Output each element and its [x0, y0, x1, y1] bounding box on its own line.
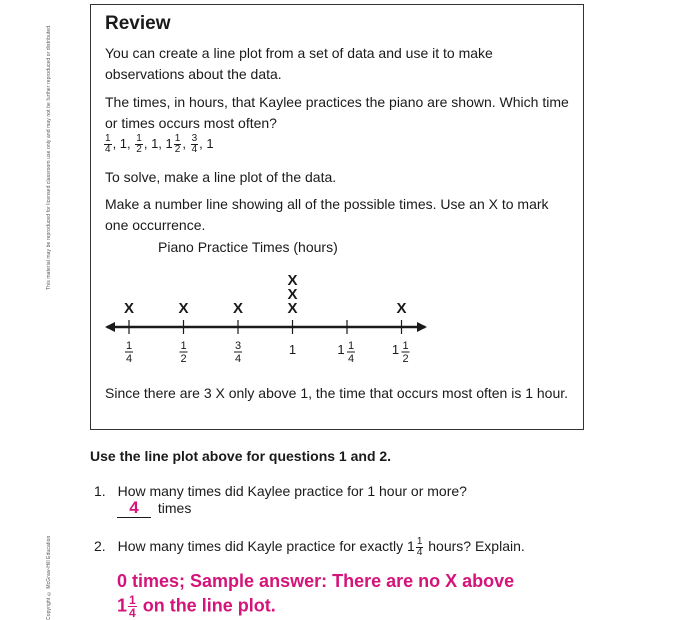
separator: , — [199, 135, 207, 151]
question-2-answer-line2 — [117, 594, 276, 619]
review-title: Review — [105, 13, 171, 34]
question-2-number: 2. — [94, 538, 106, 555]
tick-label: 1 — [288, 342, 297, 357]
tick-label-denominator: 4 — [125, 353, 133, 365]
answer-mixed-whole: 1 — [117, 595, 128, 616]
question-1-number: 1. — [94, 483, 106, 499]
separator: , — [127, 135, 135, 151]
question-1-answer-row — [117, 499, 191, 518]
data-value: 1 — [119, 135, 128, 151]
line-plot-title: Piano Practice Times (hours) — [158, 239, 338, 255]
separator: , — [182, 135, 190, 151]
separator: , — [158, 135, 166, 151]
x-mark: X — [178, 300, 189, 317]
question-2-text: How many times did Kayle practice for exactly 1 — [117, 538, 415, 555]
fraction-numerator: 1 — [129, 593, 136, 607]
data-values-list — [103, 134, 214, 155]
section-heading: Use the line plot above for questions 1 and 2. — [90, 448, 392, 464]
answer-fraction — [128, 594, 137, 619]
tick-label-numerator: 1 — [125, 340, 133, 352]
question-1-unit: times — [157, 500, 192, 516]
fraction-numerator: 1 — [416, 536, 423, 547]
tick-label-numerator: 1 — [402, 340, 409, 352]
question-1-text: How many times did Kaylee practice for 1 hour or more? — [117, 483, 467, 499]
answer-line2-text: on the line plot. — [137, 595, 276, 616]
data-value: 1 $\frac{1}{2}$ — [165, 133, 181, 155]
data-value: $\frac{3}{4}$ — [191, 133, 198, 155]
question-2 — [94, 537, 525, 558]
tick-label-numerator: 1 — [347, 340, 355, 352]
data-value: $\frac{1}{4}$ — [105, 133, 111, 155]
x-mark: X — [287, 286, 298, 303]
tick-label-denominator: 2 — [180, 353, 187, 365]
tick-label-numerator: 3 — [234, 340, 242, 352]
separator: , — [112, 135, 120, 151]
review-box — [90, 4, 584, 430]
question-2-text-end: hours? Explain. — [424, 538, 525, 555]
tick-label-whole: 1 — [337, 342, 345, 357]
publisher-margin-note: Copyright © McGraw-Hill Education — [46, 535, 52, 620]
question-2-fraction — [416, 537, 424, 558]
review-instruction: Make a number line showing all of the possible times. Use an X to mark one occurrence. — [105, 196, 549, 233]
x-mark: X — [287, 300, 298, 317]
line-plot — [91, 265, 581, 375]
fraction-denominator: 4 — [416, 547, 423, 558]
question-1 — [94, 483, 467, 499]
review-to-solve: To solve, make a line plot of the data. — [105, 169, 337, 185]
review-conclusion: Since there are 3 X only above 1, the time that occurs most often is 1 hour. — [105, 385, 569, 401]
separator: , — [143, 135, 152, 151]
data-value: $\frac{1}{2}$ — [136, 133, 142, 155]
tick-label-denominator: 2 — [402, 353, 409, 365]
data-value: 1 — [206, 135, 214, 151]
tick-label-numerator: 1 — [180, 340, 187, 352]
review-problem: The times, in hours, that Kaylee practices the piano are shown. Which time or times occurs most often? — [105, 94, 569, 131]
x-mark: X — [287, 272, 298, 289]
x-mark: X — [232, 300, 244, 317]
copyright-margin-note: This material may be reproduced for licensed classroom use only and may not be further reproduced or distributed. — [46, 24, 52, 290]
x-mark: X — [396, 300, 407, 317]
question-2-answer-line1: 0 times; Sample answer: There are no X above — [117, 571, 515, 591]
question-1-answer: 4 — [117, 499, 151, 518]
fraction-denominator: 4 — [129, 606, 136, 620]
tick-label-denominator: 4 — [347, 353, 355, 365]
review-intro: You can create a line plot from a set of data and use it to make observations about the data. — [105, 45, 493, 82]
data-value: 1 — [151, 135, 159, 151]
tick-label-denominator: 4 — [234, 353, 242, 365]
x-mark: X — [123, 300, 135, 317]
tick-label-whole: 1 — [391, 342, 400, 357]
